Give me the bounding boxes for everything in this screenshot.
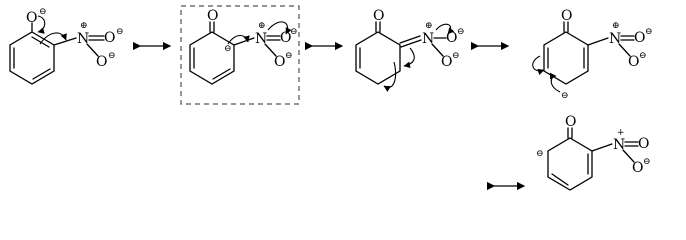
structure-4 [533, 8, 653, 101]
c-n-bond [592, 144, 612, 151]
oxygen-label: O [638, 136, 650, 152]
c-n-bond [588, 38, 608, 45]
oxygen-label: O [446, 30, 458, 46]
negative-charge: ⊖ [39, 7, 47, 17]
negative-charge: ⊖ [452, 51, 460, 61]
negative-charge: ⊖ [643, 157, 651, 167]
negative-charge: ⊖ [108, 51, 116, 61]
nitrogen-label: N [609, 31, 622, 47]
oxygen-label: O [207, 8, 219, 24]
negative-charge: ⊖ [116, 27, 124, 37]
electron-arrow [404, 48, 414, 66]
oxygen-label: O [632, 160, 644, 176]
oxygen-label: O [628, 54, 640, 70]
oxygen-label: O [280, 30, 292, 46]
positive-charge: ⊕ [612, 21, 620, 31]
ring-2 [190, 32, 234, 84]
structure-2 [181, 6, 299, 104]
oxygen-label: O [26, 10, 38, 26]
negative-charge: ⊖ [639, 51, 647, 61]
negative-charge: ⊖ [290, 27, 298, 37]
structure-3 [356, 8, 465, 87]
oxygen-label: O [561, 8, 573, 24]
positive-charge: + [617, 128, 625, 138]
oxygen-label: O [274, 54, 286, 70]
oxygen-label: O [634, 30, 646, 46]
oxygen-label: O [96, 54, 108, 70]
positive-charge: ⊕ [258, 21, 266, 31]
positive-charge: ⊕ [425, 21, 433, 31]
positive-charge: ⊕ [80, 21, 88, 31]
structure-1 [10, 7, 124, 84]
negative-charge: ⊖ [457, 27, 465, 37]
double-bond [33, 69, 50, 79]
double-bond [213, 69, 230, 79]
ring-5 [548, 138, 592, 190]
c-n-bond [234, 38, 254, 45]
nitrogen-label: N [255, 31, 268, 47]
oxygen-label: O [441, 54, 453, 70]
negative-charge: ⊖ [645, 27, 653, 37]
negative-charge: ⊖ [561, 91, 569, 101]
negative-charge: ⊖ [536, 149, 544, 159]
negative-charge: ⊖ [224, 44, 232, 54]
electron-arrow [533, 56, 544, 71]
electron-arrow [38, 16, 45, 32]
structure-5 [536, 114, 651, 190]
ring-1 [10, 32, 54, 84]
negative-charge: ⊖ [285, 51, 293, 61]
ring-3 [356, 32, 400, 84]
ring-4 [544, 32, 588, 84]
oxygen-label: O [565, 114, 577, 130]
nitrogen-label: N [613, 137, 626, 153]
oxygen-label: O [104, 30, 116, 46]
nitrogen-label: N [422, 31, 435, 47]
oxygen-label: O [373, 8, 385, 24]
double-bond [32, 37, 49, 47]
nitrogen-label: N [77, 31, 90, 47]
